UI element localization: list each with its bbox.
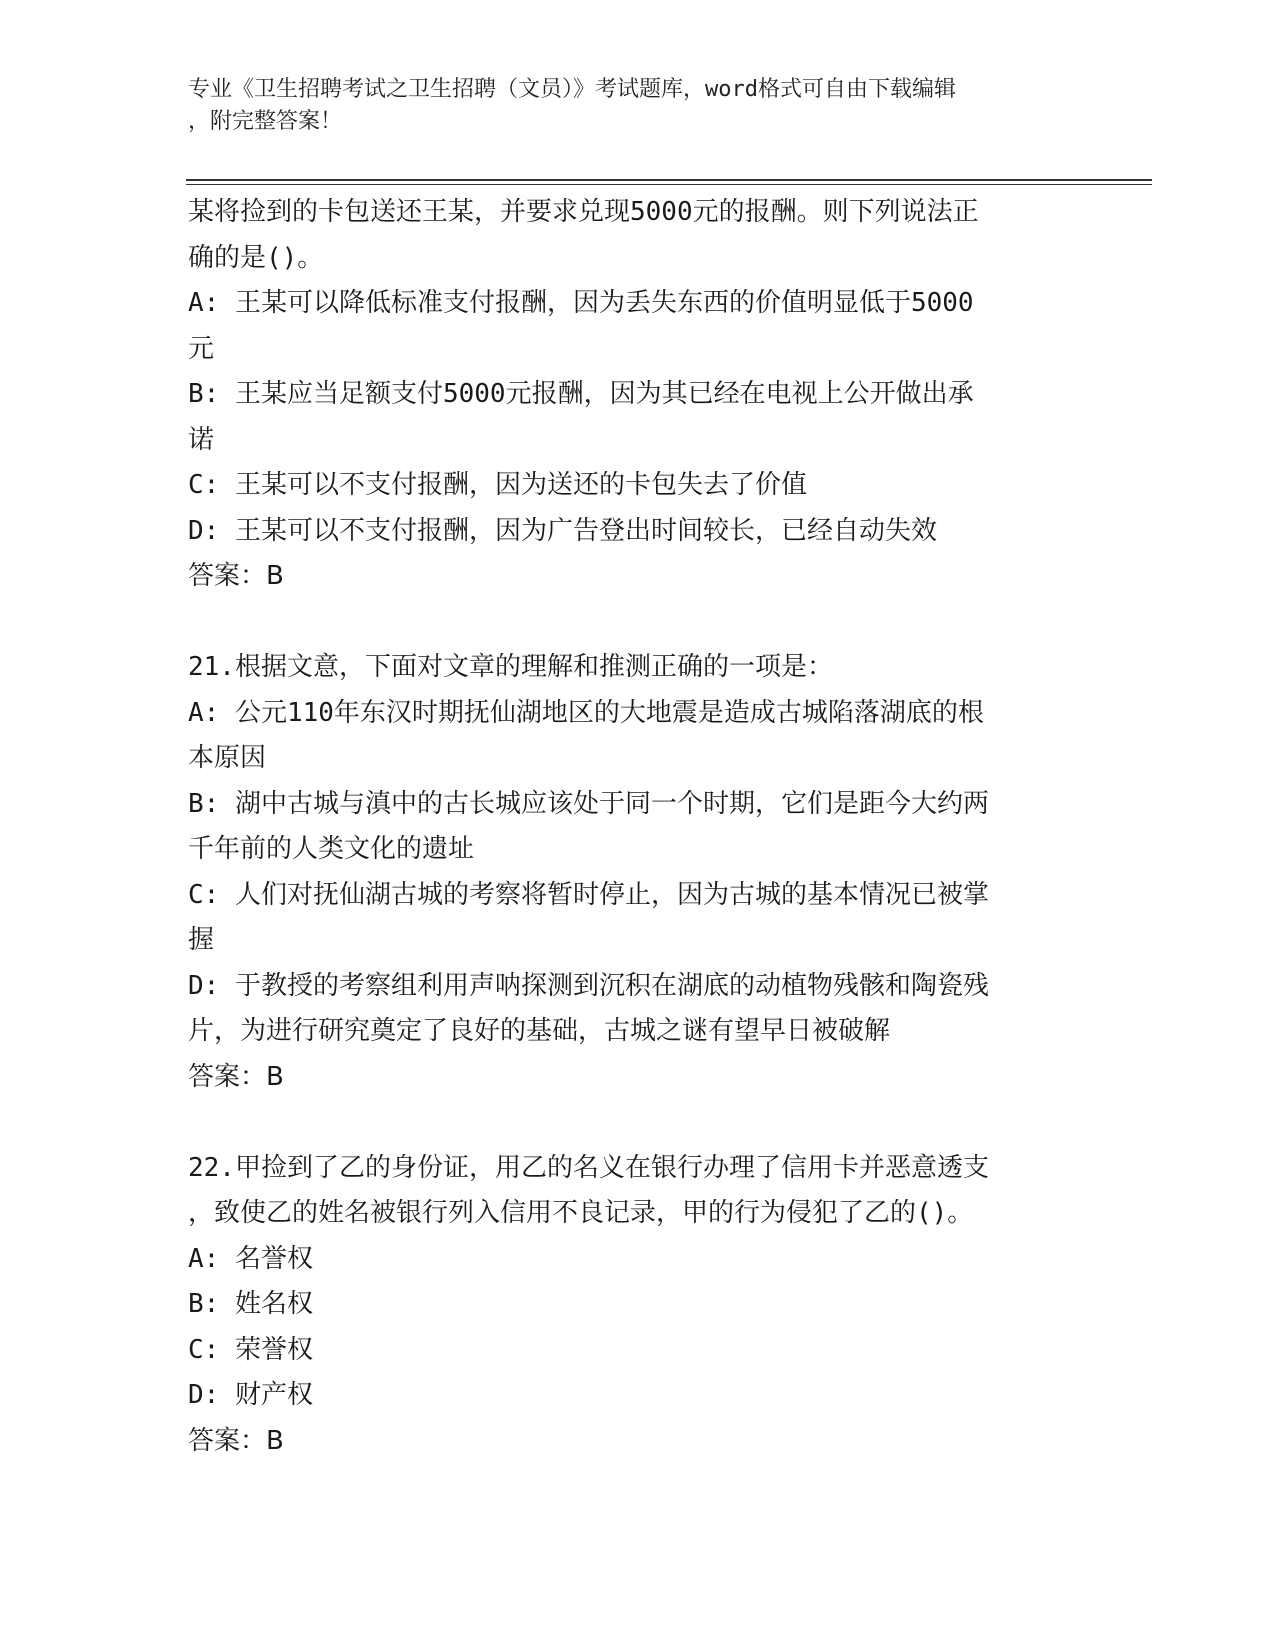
option-b: B: 王某应当足额支付5000元报酬，因为其已经在电视上公开做出承: [188, 379, 974, 409]
answer-label: 答案：B: [188, 1061, 284, 1092]
question-list: [188, 190, 1088, 1464]
header-divider-thin: [186, 184, 1152, 185]
option-a: 元: [188, 333, 215, 364]
option-b: 诺: [188, 424, 215, 455]
question-22: [188, 1146, 1088, 1465]
option-a: A: 名誉权: [188, 1243, 313, 1274]
option-d: D: 王某可以不支付报酬，因为广告登出时间较长，已经自动失效: [188, 515, 937, 546]
option-b: B: 湖中古城与滇中的古长城应该处于同一个时期，它们是距今大约两: [188, 788, 989, 819]
option-d: D: 财产权: [188, 1380, 313, 1410]
answer-label: 答案：B: [188, 1425, 284, 1456]
page-header: [188, 74, 1088, 138]
option-a: A: 王某可以降低标准支付报酬，因为丢失东西的价值明显低于5000: [188, 288, 974, 318]
question-20: [188, 190, 1088, 600]
option-c: C: 王某可以不支付报酬，因为送还的卡包失去了价值: [188, 470, 807, 500]
question-21: [188, 645, 1088, 1100]
option-c: C: 人们对抚仙湖古城的考察将暂时停止，因为古城的基本情况已被掌: [188, 879, 989, 910]
question-stem: 确的是()。: [188, 242, 324, 273]
question-stem: 21.根据文意，下面对文章的理解和推测正确的一项是：: [188, 652, 833, 682]
option-b: 千年前的人类文化的遗址: [188, 834, 475, 864]
option-d: D: 于教授的考察组利用声呐探测到沉积在湖底的动植物残骸和陶瓷残: [188, 970, 989, 1001]
header-line: 专业《卫生招聘考试之卫生招聘（文员）》考试题库，word格式可自由下载编辑: [188, 77, 956, 102]
answer-label: 答案：B: [188, 561, 284, 591]
header-line: ，附完整答案！: [188, 109, 343, 134]
question-stem: 某将捡到的卡包送还王某，并要求兑现5000元的报酬。则下列说法正: [188, 197, 979, 227]
option-c: C: 荣誉权: [188, 1334, 313, 1365]
option-d: 片，为进行研究奠定了良好的基础，古城之谜有望早日被破解: [188, 1016, 891, 1046]
question-stem: 22.甲捡到了乙的身份证，用乙的名义在银行办理了信用卡并恶意透支: [188, 1152, 989, 1183]
option-a: A: 公元110年东汉时期抚仙湖地区的大地震是造成古城陷落湖底的根: [188, 697, 984, 728]
header-divider-thick: [186, 179, 1152, 181]
option-a: 本原因: [188, 743, 267, 773]
option-c: 握: [188, 925, 215, 955]
question-stem: ，致使乙的姓名被银行列入信用不良记录，甲的行为侵犯了乙的()。: [188, 1198, 974, 1228]
option-b: B: 姓名权: [188, 1289, 313, 1319]
